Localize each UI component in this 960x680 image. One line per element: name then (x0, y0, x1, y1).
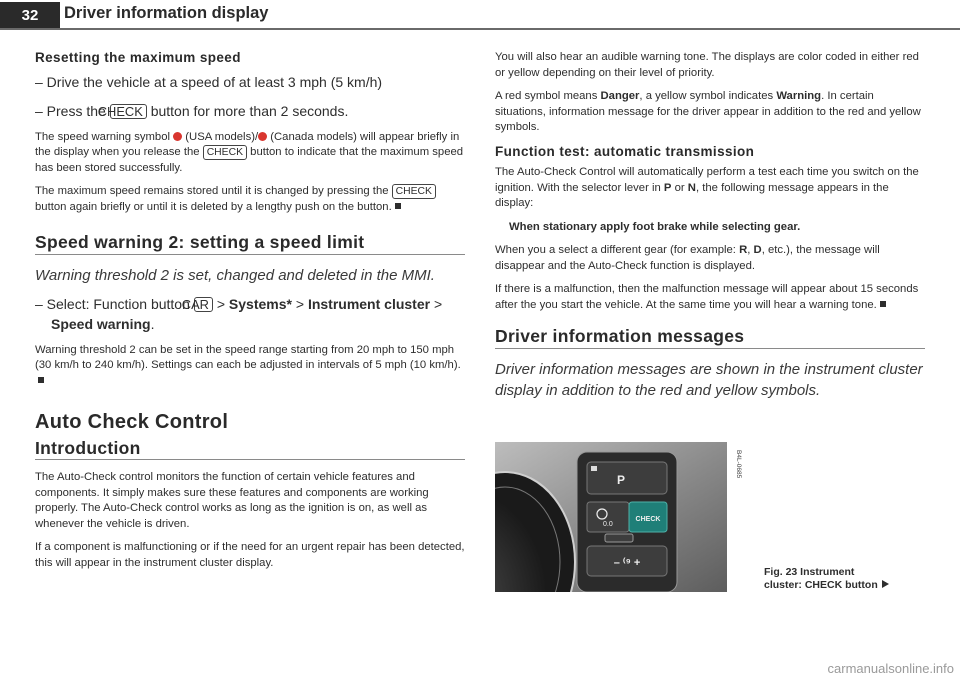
intro-paragraph-1: The Auto-Check control monitors the function of certain vehicle features and components. It simply makes sure these features and components are working properly. The Auto-Check control works as long as the ignition is on, as well as whenever the vehicle is driven. (35, 471, 429, 530)
sw2-speed-warning: Speed warning (51, 315, 151, 332)
watermark: carmanualsonline.info (827, 661, 954, 676)
function-test-paragraph-1 (495, 165, 925, 212)
function-test-paragraph-3 (495, 282, 925, 313)
ft-p2-text-a: When you a select a different gear (for example: (495, 244, 736, 256)
driver-info-messages-heading: Driver information messages (495, 326, 745, 346)
instrument-cluster-figure (495, 442, 743, 592)
reset-paragraph-2 (35, 184, 465, 215)
p2-text-b: , a yellow symbol indicates (639, 90, 774, 102)
ft-p1-or: or (674, 181, 685, 194)
reset-bullet-2 (35, 101, 465, 121)
park-button-label: P (617, 473, 626, 487)
check-button-label: CHECK (635, 516, 661, 523)
sw2-systems: Systems* (228, 295, 292, 312)
check-key: CHECK (110, 104, 147, 119)
function-test-message: When stationary apply foot brake while selecting gear. (509, 220, 801, 233)
function-test-heading: Function test: automatic transmission (495, 143, 755, 159)
danger-term: Danger (600, 90, 640, 102)
ft-p3-text: If there is a malfunction, then the malfunction message will appear about 15 seconds after the you start the vehicle. At the same time you will hear a warning tone. (495, 283, 919, 311)
sw2-sep: > (433, 295, 443, 312)
warning-term: Warning (776, 90, 822, 102)
sw2-sep: > (216, 295, 226, 312)
reset-p1-text-d: button to indicate that the maximum speed has been stored successfully. (35, 146, 464, 174)
reset-paragraph-1 (35, 130, 465, 177)
p2-text-c: . In certain situations, information message for the driver appear in addition to the red and yellow symbols. (495, 90, 921, 133)
gear-r: R (739, 244, 748, 256)
gear-n: N (687, 181, 696, 194)
check-key: CHECK (392, 184, 436, 199)
end-mark-icon (395, 203, 401, 209)
right-paragraph-1: You will also hear an audible warning tone. The displays are color coded in either red or yellow depending on their level of priority. (495, 51, 919, 79)
reset-bullet-1: – Drive the vehicle at a speed of at least 3 mph (5 km/h) (35, 73, 383, 90)
reset-bullet-2-pre: – Press the (35, 102, 106, 119)
ft-p2-text-b: , etc.), the message will disappear and the Auto-Check function is displayed. (495, 244, 880, 272)
header-rule (0, 28, 960, 30)
reset-heading: Resetting the maximum speed (35, 50, 241, 65)
gear-p: P (663, 181, 672, 194)
section-rule (35, 254, 465, 255)
sw2-instrument-cluster: Instrument cluster (307, 295, 431, 312)
speed-warning-2-heading: Speed warning 2: setting a speed limit (35, 232, 365, 252)
reset-p2-text-b: button again briefly or until it is deleted by a lengthy push on the button. (35, 200, 392, 213)
speed-warning-2-summary: Warning threshold 2 is set, changed and deleted in the MMI. (35, 266, 435, 284)
reset-p2-text-a: The maximum speed remains stored until it is changed by pressing the (35, 185, 389, 197)
caption-line-1: Fig. 23 Instrument (764, 566, 855, 578)
adjust-button-label: – ⁽⁹ + (613, 557, 641, 569)
car-key: CAR (194, 297, 213, 312)
ft-p1-text-a: The Auto-Check Control will automatically perform a test each time you switch on the ignition. With the selector lever in (495, 166, 919, 194)
header-title: Driver information display (64, 4, 269, 22)
function-test-paragraph-2 (495, 243, 925, 274)
sw2-sep: > (295, 295, 305, 312)
speed-warning-canada-icon (258, 132, 267, 141)
figure-caption (764, 566, 889, 592)
speed-warning-usa-icon (173, 132, 182, 141)
introduction-heading: Introduction (35, 437, 141, 458)
right-column (495, 50, 925, 409)
intro-paragraph-2: If a component is malfunctioning or if the need for an urgent repair has been detected, this will appear in the instrument cluster display. (35, 541, 465, 569)
left-column (35, 50, 465, 579)
reset-bullet-2-post: button for more than 2 seconds. (150, 102, 349, 119)
driver-info-messages-summary: Driver information messages are shown in the instrument cluster display in addition to the red and yellow symbols. (495, 360, 923, 399)
check-key: CHECK (203, 145, 247, 160)
continue-arrow-icon (882, 580, 889, 588)
ft-p2-comma: , (747, 244, 751, 256)
instrument-cluster-illustration (495, 442, 743, 592)
sw2-bullet-pre: – Select: Function button (35, 295, 190, 312)
figure-code: B4L-0685 (735, 450, 742, 479)
caption-line-2-text: cluster: CHECK button (764, 579, 878, 591)
sw2-paragraph-text: Warning threshold 2 can be set in the speed range starting from 20 mph to 150 mph (30 km/h to 240 km/h). Settings can each be adjusted in intervals of 5 mph (10 km/h). (35, 343, 461, 371)
section-rule (35, 459, 465, 460)
sw2-end: . (150, 315, 155, 332)
reset-p1-text-b: (USA models)/ (185, 130, 259, 143)
caption-line-2 (764, 579, 889, 592)
park-button (587, 462, 667, 494)
reset-button-label: 0.0 (603, 521, 613, 528)
ft-p1-text-b: , the following message appears in the display: (495, 181, 889, 209)
p2-text-a: A red symbol means (495, 90, 598, 102)
speed-warning-2-paragraph (35, 343, 465, 390)
end-mark-icon (38, 377, 44, 383)
auto-check-heading: Auto Check Control (35, 411, 229, 433)
gear-d: D (753, 244, 762, 256)
reset-p1-text-a: The speed warning symbol (35, 130, 171, 143)
page-header (0, 0, 960, 30)
page-number: 32 (0, 2, 60, 28)
speed-warning-2-bullet (35, 294, 465, 334)
section-rule (495, 348, 925, 349)
end-mark-icon (880, 301, 886, 307)
right-paragraph-2 (495, 89, 925, 136)
reset-p1-text-c: (Canada models) will appear briefly in the display when you release the (35, 130, 460, 158)
